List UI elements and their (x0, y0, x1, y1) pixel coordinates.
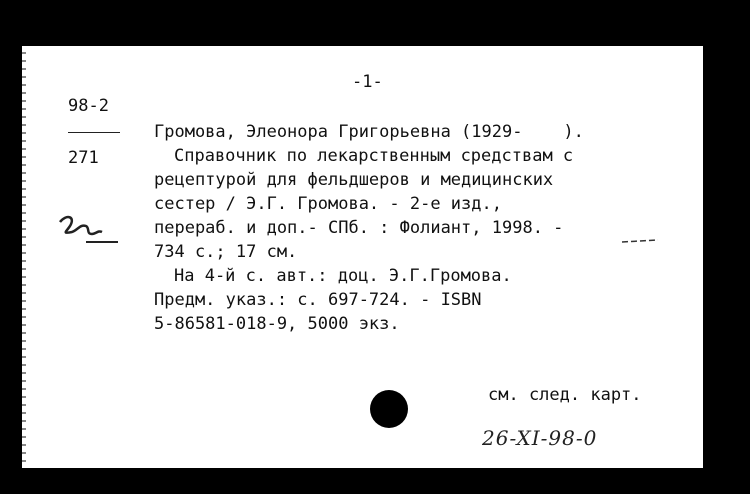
isbn-line: 5-86581-018-9, 5000 экз. (154, 314, 400, 334)
shelf-mark-divider (68, 132, 120, 133)
collation-line: 734 с.; 17 см. (154, 242, 298, 262)
handwritten-date: 26-XI-98-0 (482, 426, 598, 450)
imprint-line: перераб. и доп.- СПб. : Фолиант, 1998. - (154, 218, 564, 238)
description-line: рецептурой для фельдшеров и медицинских (154, 170, 554, 190)
pencil-dash-mark (620, 236, 660, 246)
handwritten-mark (56, 212, 126, 252)
punch-hole (370, 390, 408, 428)
note-line: На 4-й с. авт.: доц. Э.Г.Громова. (174, 266, 512, 286)
note-line: Предм. указ.: с. 697-724. - ISBN (154, 290, 482, 310)
title-line: Справочник по лекарственным средствам с (174, 146, 574, 166)
card-edge (22, 46, 26, 468)
page-number: -1- (352, 72, 383, 92)
shelf-mark-top: 98-2 (68, 96, 109, 116)
author-heading: Громова, Элеонора Григорьевна (1929- ). (154, 122, 584, 142)
catalog-card (22, 46, 703, 468)
shelf-mark-bottom: 271 (68, 148, 99, 168)
see-next-card: см. след. карт. (488, 385, 642, 405)
description-line: сестер / Э.Г. Громова. - 2-е изд., (154, 194, 502, 214)
